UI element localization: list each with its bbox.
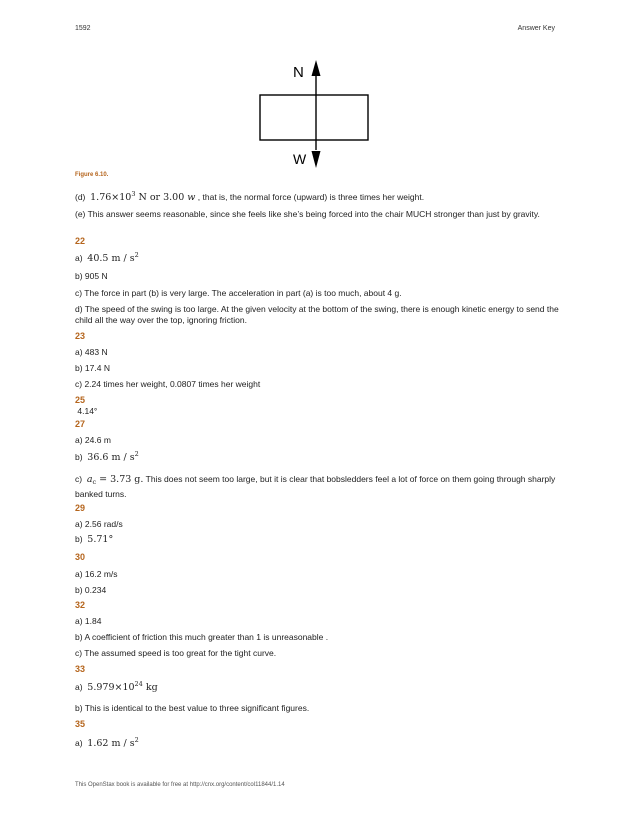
answer-e: (e) This answer seems reasonable, since she feels like she’s being forced into the chair MUCH stronger than just by gravity. (75, 209, 540, 219)
answer-33b: b) This is identical to the best value to three significant figures. (75, 703, 310, 713)
problem-number: 33 (75, 664, 86, 674)
answer-30b: b) 0.234 (75, 585, 107, 595)
problem-number: 25 (75, 395, 86, 405)
problem-number: 22 (75, 236, 86, 246)
answer-27b: b) 36.6 m / $s^2$ (75, 450, 139, 463)
answer-27c: c) $a_c = 3.73$ g. This does not seem too large, but it is clear that bobsledders feel a lot of force on them going through sharply banked turns. (75, 474, 556, 499)
free-body-diagram (255, 58, 375, 170)
answer-29b: b) 5.71° (75, 534, 114, 545)
answer-27a: a) 24.6 m (75, 435, 111, 445)
page-footer: This OpenStax book is available for free at http://cnx.org/content/col11844/1.14 (75, 782, 285, 788)
figure-caption: Figure 6.10. (75, 172, 109, 178)
answer-22b: b) 905 N (75, 271, 108, 281)
answer-25: 4.14° (77, 406, 98, 416)
answer-35a: a) 1.62 m / $s^2$ (75, 736, 139, 749)
answer-29a: a) 2.56 rad/s (75, 519, 123, 529)
answer-d: (d) $1.76\times 10^3$ N or 3.00 w , that is, the normal force (upward) is three times her weight. (75, 190, 425, 203)
answer-33a: a) $5.979\times 10^{24}$ kg (75, 680, 158, 693)
answer-22d: d) The speed of the swing is too large. At the given velocity at the bottom of the swing, there is enough kinetic energy to send the child all the way over the top, ignoring friction. (75, 304, 559, 325)
label-n: N (293, 64, 304, 81)
answer-22c: c) The force in part (b) is very large. The acceleration in part (a) is too much, about 4 g. (75, 288, 402, 298)
answer-23c: c) 2.24 times her weight, 0.0807 times her weight (75, 379, 261, 389)
arrowhead-down (312, 151, 321, 168)
problem-number: 23 (75, 331, 86, 341)
answer-23a: a) 483 N (75, 347, 108, 357)
answer-22a: a) 40.5 m / $s^2$ (75, 251, 139, 264)
label-w: W (293, 151, 307, 167)
answer-32c: c) The assumed speed is too great for the tight curve. (75, 648, 277, 658)
answer-30a: a) 16.2 m/s (75, 569, 118, 579)
answer-32a: a) 1.84 (75, 616, 102, 626)
problem-number: 32 (75, 600, 86, 610)
answer-32b: b) A coefficient of friction this much greater than 1 is unreasonable . (75, 632, 329, 642)
problem-number: 30 (75, 552, 86, 562)
problem-number: 27 (75, 419, 86, 429)
problem-number: 29 (75, 503, 86, 513)
arrowhead-up (312, 60, 321, 76)
body-box (260, 95, 368, 140)
answer-23b: b) 17.4 N (75, 363, 110, 373)
page-number: 1592 (75, 25, 91, 32)
problem-number: 35 (75, 719, 86, 729)
section-title: Answer Key (517, 25, 555, 32)
